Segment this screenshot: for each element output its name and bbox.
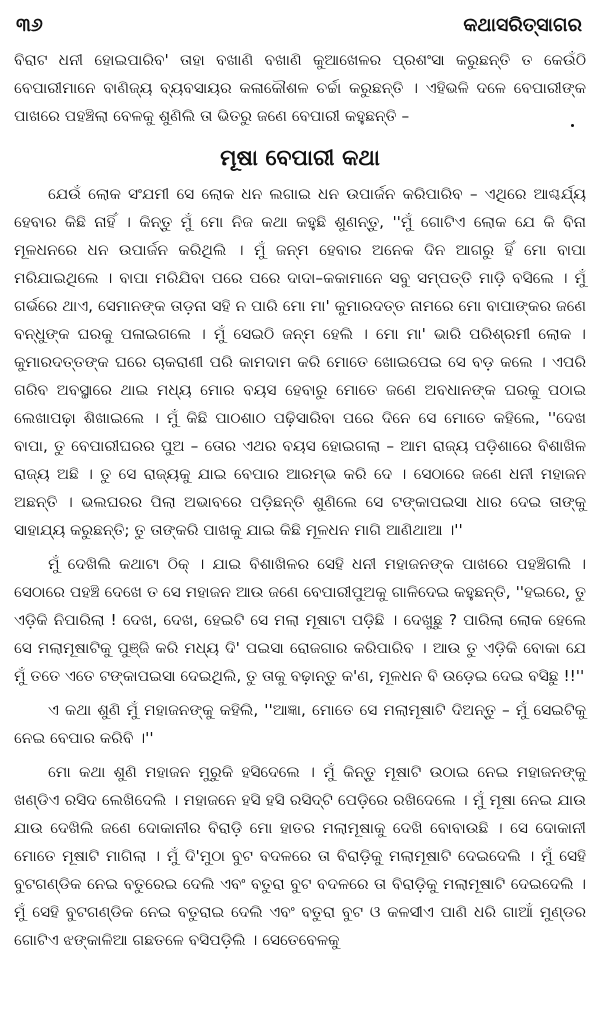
intro-paragraph: ବିରାଟ ଧନୀ ହୋଇପାରିବ' ତାହା ବଖାଣି ବଖାଣି କୁଆଖେଳର ପ୍ରଶଂସା କରୁଛନ୍ତି ତ କେଉଁଠି ବେପାରୀମାନେ ବାଣିଜ୍ୟ ବ୍ୟବସାୟର କଳାକୌଶଳ ଚର୍ଚ୍ଚା କରୁଛନ୍ତି । ଏହିଭଳି ଦଳେ ବେପାରୀଙ୍କ ପାଖରେ ପହଞ୍ଚିଲା ବେଳକୁ ଶୁଣିଲି ତା ଭିତରୁ ଜଣେ ବେପାରୀ କହୁଛନ୍ତି – <box>14 51 586 125</box>
story-paragraph: ଏ କଥା ଶୁଣି ମୁଁ ମହାଜନଙ୍କୁ କହିଲି, ''ଆଜ୍ଞା, ମୋତେ ସେ ମଲାମୂଷାଟି ଦିଅନ୍ତୁ – ମୁଁ ସେଇଟିକୁ ନେଇ ବେପାର କରିବି ।'' <box>14 701 586 747</box>
story-title: ମୂଷା ବେପାରୀ କଥା <box>220 146 380 171</box>
running-head: କଥାସରିତ୍‌ସାଗର <box>463 14 582 36</box>
story-paragraph: ମୁଁ ଦେଖିଲି କଥାଟା ଠିକ୍ । ଯାଇ ବିଶାଖିଳର ସେହି ଧନୀ ମହାଜନଙ୍କ ପାଖରେ ପହଞ୍ଚିଗଲି । ସେଠାରେ ପହଞ୍ଚି ଦେଖେ ତ ସେ ମହାଜନ ଆଉ ଜଣେ ବେପାରୀପୁଅକୁ ଗାଳିଦେଇ କହୁଛନ୍ତି, ''ହଇରେ, ତୁ ଏଡ଼ିକି ନିପାରିଲା ! ଦେଖ, ଦେଖ, ହେଇଟି ସେ ମଲା ମୂଷାଟା ପଡ଼ିଛି । ଦେଖୁଛୁ ? ପାରିଲା ଲୋକ ହେଲେ ସେ ମଲାମୂଷାଟିକୁ ପୁଞ୍ଜି କରି ମଧ୍ୟ ଦି' ପଇସା ରୋଜଗାର କରିପାରିବ । ଆଉ ତୁ ଏଡ଼ିକି ବୋକା ଯେ ମୁଁ ତତେ ଏତେ ଟଙ୍କାପଇସା ଦେଇଥିଲି, ତୁ ତାକୁ ବଢ଼ାନ୍ତୁ କ'ଣ, ମୂଳଧନ ବି ଉଡ଼େଇ ଦେଇ ବସିଛୁ !!'' <box>14 555 586 685</box>
stray-dot <box>571 124 574 127</box>
page-number: ୩୬ <box>16 14 43 36</box>
page-header <box>14 6 586 46</box>
story-paragraph: ଯେଉଁ ଲୋକ ସଂଯମୀ ସେ ଲୋକ ଧନ ଲଗାଇ ଧନ ଉପାର୍ଜନ କରିପାରିବ – ଏଥିରେ ଆଶ୍ଚର୍ଯ୍ୟ ହେବାର କିଛି ନାହିଁ । କିନ୍ତୁ ମୁଁ ମୋ ନିଜ କଥା କହୁଛି ଶୁଣନ୍ତୁ, ''ମୁଁ ଗୋଟିଏ ଲୋକ ଯେ କି ବିନା ମୂଳଧନରେ ଧନ ଉପାର୍ଜନ କରିଥିଲି । ମୁଁ ଜନ୍ମ ହେବାର ଅନେକ ଦିନ ଆଗରୁ ହିଁ ମୋ ବାପା ମରିଯାଇଥିଲେ । ବାପା ମରିଯିବା ପରେ ପରେ ଦାଦା–କକାମାନେ ସବୁ ସମ୍ପତ୍ତି ମାଡ଼ି ବସିଲେ । ମୁଁ ଗର୍ଭରେ ଥାଏ, ସେମାନଙ୍କ ତାଡ଼ନା ସହି ନ ପାରି ମୋ ମା' କୁମାରଦତ୍ତ ନାମରେ ମୋ ବାପାଙ୍କର ଜଣେ ବନ୍ଧୁଙ୍କ ଘରକୁ ପଳାଇଗଲେ । ମୁଁ ସେଇଠି ଜନ୍ମ ହେଲି । ମୋ ମା' ଭାରି ପରିଶ୍ରମୀ ଲୋକ । କୁମାରଦତ୍ତଙ୍କ ଘରେ ଚାକରାଣୀ ପରି କାମଦାମ କରି ମୋତେ ଖୋଇପେଇ ସେ ବଡ଼ କଲେ । ଏପରି ଗରିବ ଅବସ୍ଥାରେ ଥାଇ ମଧ୍ୟ ମୋର ବୟସ ହେବାରୁ ମୋତେ ଜଣେ ଅବଧାନଙ୍କ ଘରକୁ ପଠାଇ ଲେଖାପଢ଼ା ଶିଖାଇଲେ । ମୁଁ କିଛି ପାଠଶାଠ ପଢ଼ିସାରିବା ପରେ ଦିନେ ସେ ମୋତେ କହିଲେ, ''ଦେଖ ବାପା, ତୁ ବେପାରୀଘରର ପୁଅ – ତୋର ଏଥର ବୟସ ହୋଇଗଲା – ଆମ ରାଜ୍ୟ ପଡ଼ିଶାରେ ବିଶାଖିଳ ରାଜ୍ୟ ଅଛି । ତୁ ସେ ରାଜ୍ୟକୁ ଯାଇ ବେପାର ଆରମ୍ଭ କରି ଦେ । ସେଠାରେ ଜଣେ ଧନୀ ମହାଜନ ଅଛନ୍ତି । ଭଲଘରର ପିଲା ଅଭାବରେ ପଡ଼ିଛନ୍ତି ଶୁଣିଲେ ସେ ଟଙ୍କାପଇସା ଧାର ଦେଇ ତାଙ୍କୁ ସାହାଯ୍ୟ କରୁଛନ୍ତି; ତୁ ତାଙ୍କରି ପାଖକୁ ଯାଇ କିଛି ମୂଳଧନ ମାଗି ଆଣିଥାଆ ।'' <box>14 185 586 539</box>
story-paragraph: ମୋ କଥା ଶୁଣି ମହାଜନ ମୁରୁକି ହସିଦେଲେ । ମୁଁ କିନ୍ତୁ ମୂଷାଟି ଉଠାଇ ନେଇ ମହାଜନଙ୍କୁ ଖଣ୍ଡିଏ ରସିଦ ଲେଖିଦେଲି । ମହାଜନେ ହସି ହସି ରସିଦ୍‌ଟି ପେଡ଼ିରେ ରଖିଦେଲେ । ମୁଁ ମୂଷା ନେଇ ଯାଉ ଯାଉ ଦେଖିଲି ଜଣେ ଦୋକାନୀର ବିରାଡ଼ି ମୋ ହାତର ମଲାମୂଷାକୁ ଦେଖି ବୋବାଉଛି । ସେ ଦୋକାନୀ ମୋତେ ମୂଷାଟି ମାଗିଲା । ମୁଁ ଦି'ମୁଠା ବୁଟ ବଦଳରେ ତା ବିରାଡ଼ିକୁ ମଲାମୂଷାଟି ଦେଇଦେଲି । ମୁଁ ସେହି ବୁଟଗଣ୍ଡିକ ନେଇ ବତୁରେଇ ଦେଲି ଏବଂ ବତୁରା ବୁଟ ବଦଳରେ ତା ବିରାଡ଼ିକୁ ମଲାମୂଷାଟି ଦେଇଦେଲି । ମୁଁ ସେହି ବୁଟଗଣ୍ଡିକ ନେଇ ବତୁରାଇ ଦେଲି ଏବଂ ବତୁରା ବୁଟ ଓ କଳସୀଏ ପାଣି ଧରି ଗାଆଁ ମୁଣ୍ଡର ଗୋଟିଏ ଝଙ୍କାଳିଆ ଗଛତଳେ ବସିପଡ଼ିଲି । ସେତେବେଳକୁ <box>14 763 586 949</box>
